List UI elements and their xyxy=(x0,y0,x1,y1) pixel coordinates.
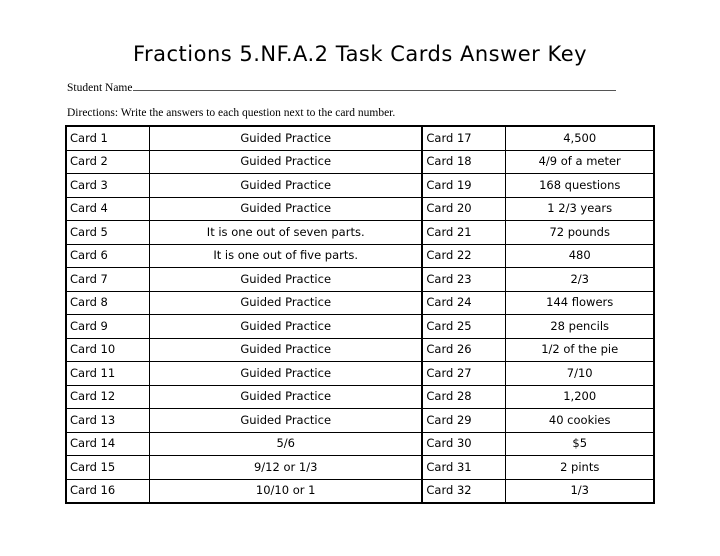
answer-cell: Guided Practice xyxy=(150,268,423,292)
answer-cell: 5/6 xyxy=(150,432,423,456)
answer-cell: Guided Practice xyxy=(150,409,423,433)
answer-cell: 40 cookies xyxy=(506,409,654,433)
card-number-cell: Card 32 xyxy=(422,479,506,503)
answer-cell: 28 pencils xyxy=(506,315,654,339)
card-number-cell: Card 15 xyxy=(66,456,150,480)
answer-cell: 1/2 of the pie xyxy=(506,338,654,362)
card-number-cell: Card 7 xyxy=(66,268,150,292)
answer-cell: 480 xyxy=(506,244,654,268)
card-number-cell: Card 28 xyxy=(422,385,506,409)
answer-cell: It is one out of seven parts. xyxy=(150,221,423,245)
page-title: Fractions 5.NF.A.2 Task Cards Answer Key xyxy=(132,42,588,66)
answer-cell: 1,200 xyxy=(506,385,654,409)
card-number-cell: Card 9 xyxy=(66,315,150,339)
table-row xyxy=(66,291,654,315)
table-row xyxy=(66,150,654,174)
card-number-cell: Card 29 xyxy=(422,409,506,433)
answer-cell: It is one out of five parts. xyxy=(150,244,423,268)
card-number-cell: Card 13 xyxy=(66,409,150,433)
table-row xyxy=(66,315,654,339)
answer-cell: 2/3 xyxy=(506,268,654,292)
table-row xyxy=(66,338,654,362)
table-row xyxy=(66,197,654,221)
table-row xyxy=(66,432,654,456)
directions-text: Directions: Write the answers to each question next to the card number. xyxy=(67,107,396,119)
card-number-cell: Card 26 xyxy=(422,338,506,362)
card-number-cell: Card 4 xyxy=(66,197,150,221)
card-number-cell: Card 11 xyxy=(66,362,150,386)
table-row xyxy=(66,385,654,409)
student-name-field xyxy=(67,80,616,94)
card-number-cell: Card 21 xyxy=(422,221,506,245)
table-row xyxy=(66,409,654,433)
table-row xyxy=(66,362,654,386)
student-name-label: Student Name xyxy=(67,82,133,94)
card-number-cell: Card 16 xyxy=(66,479,150,503)
answer-cell: 1 2/3 years xyxy=(506,197,654,221)
card-number-cell: Card 22 xyxy=(422,244,506,268)
answer-cell: 4/9 of a meter xyxy=(506,150,654,174)
card-number-cell: Card 5 xyxy=(66,221,150,245)
card-number-cell: Card 12 xyxy=(66,385,150,409)
card-number-cell: Card 17 xyxy=(422,126,506,150)
card-number-cell: Card 25 xyxy=(422,315,506,339)
table-row xyxy=(66,456,654,480)
answer-cell: 9/12 or 1/3 xyxy=(150,456,423,480)
answer-cell: 2 pints xyxy=(506,456,654,480)
card-number-cell: Card 1 xyxy=(66,126,150,150)
answer-key-table xyxy=(65,125,655,504)
answer-cell: Guided Practice xyxy=(150,315,423,339)
answer-cell: 4,500 xyxy=(506,126,654,150)
answer-cell: Guided Practice xyxy=(150,197,423,221)
card-number-cell: Card 10 xyxy=(66,338,150,362)
answer-cell: Guided Practice xyxy=(150,126,423,150)
answer-cell: 10/10 or 1 xyxy=(150,479,423,503)
answer-cell: 1/3 xyxy=(506,479,654,503)
answer-cell: Guided Practice xyxy=(150,362,423,386)
table-row xyxy=(66,268,654,292)
card-number-cell: Card 31 xyxy=(422,456,506,480)
card-number-cell: Card 19 xyxy=(422,174,506,198)
answer-key-rows xyxy=(66,126,654,503)
answer-cell: Guided Practice xyxy=(150,150,423,174)
card-number-cell: Card 14 xyxy=(66,432,150,456)
card-number-cell: Card 8 xyxy=(66,291,150,315)
card-number-cell: Card 27 xyxy=(422,362,506,386)
answer-cell: 168 questions xyxy=(506,174,654,198)
table-row xyxy=(66,126,654,150)
student-name-line xyxy=(133,80,616,91)
answer-cell: Guided Practice xyxy=(150,338,423,362)
answer-cell: 144 flowers xyxy=(506,291,654,315)
card-number-cell: Card 6 xyxy=(66,244,150,268)
table-row xyxy=(66,221,654,245)
table-row xyxy=(66,479,654,503)
answer-cell: 7/10 xyxy=(506,362,654,386)
card-number-cell: Card 24 xyxy=(422,291,506,315)
answer-cell: Guided Practice xyxy=(150,174,423,198)
answer-cell: Guided Practice xyxy=(150,291,423,315)
card-number-cell: Card 18 xyxy=(422,150,506,174)
card-number-cell: Card 2 xyxy=(66,150,150,174)
answer-cell: Guided Practice xyxy=(150,385,423,409)
card-number-cell: Card 23 xyxy=(422,268,506,292)
card-number-cell: Card 3 xyxy=(66,174,150,198)
answer-cell: 72 pounds xyxy=(506,221,654,245)
table-row xyxy=(66,174,654,198)
table-row xyxy=(66,244,654,268)
card-number-cell: Card 20 xyxy=(422,197,506,221)
answer-cell: $5 xyxy=(506,432,654,456)
card-number-cell: Card 30 xyxy=(422,432,506,456)
